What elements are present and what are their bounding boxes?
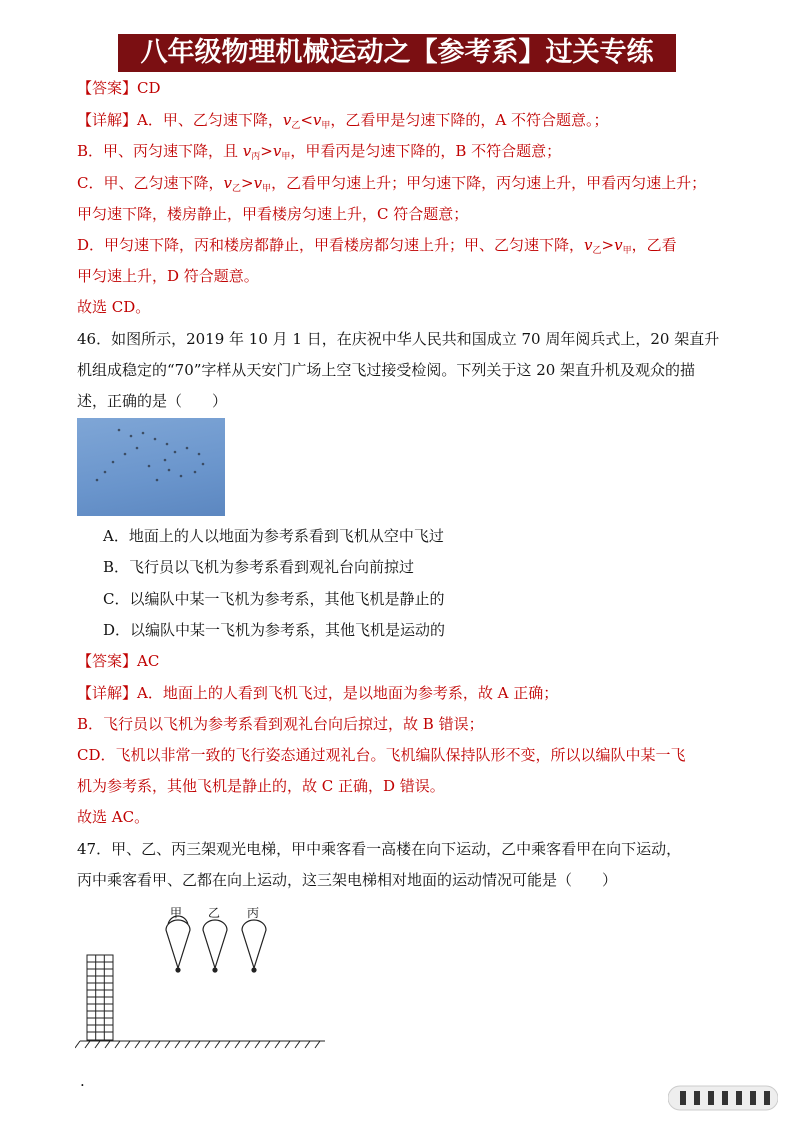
trailing-mark: . (80, 1072, 85, 1090)
q46-detail-b: B．飞行员以飞机为参考系看到观礼台向后掠过，故 B 错误； (77, 715, 484, 733)
q45-detail-c1: C．甲、乙匀速下降，$v_乙>v_甲$，乙看甲匀速上升；甲匀速下降，丙匀速上升，甲看丙匀速上升； (77, 174, 707, 194)
elevator-label-bing: 丙 (247, 906, 260, 920)
helicopter-formation-photo (77, 418, 225, 516)
q47-stem-line-2: 丙中乘客看甲、乙都在向上运动，这三架电梯相对地面的运动情况可能是（ ） (77, 871, 618, 889)
q46-detail-a: 【详解】A．地面上的人看到飞机飞过，是以地面为参考系，故 A 正确； (77, 684, 559, 702)
q46-stem-line-3: 述，正确的是（ ） (77, 392, 228, 410)
elevator-label-jia: 甲 (170, 906, 183, 920)
q46-option-d: D．以编队中某一飞机为参考系，其他飞机是运动的 (103, 621, 446, 639)
q46-stem-line-1: 46．如图所示，2019 年 10 月 1 日，在庆祝中华人民共和国成立 70 周年阅兵式上，20 架直升 (77, 330, 720, 348)
page-title: 八年级物理机械运动之【参考系】过关专练 (118, 34, 676, 72)
q46-answer: 【答案】AC (77, 652, 160, 670)
elevator-jia-icon (166, 916, 190, 972)
q46-conclusion: 故选 AC。 (77, 808, 150, 826)
q46-detail-cd-2: 机为参考系，其他飞机是静止的，故 C 正确，D 错误。 (77, 777, 445, 795)
q45-detail-d1: D．甲匀速下降，丙和楼房都静止，甲看楼房都匀速上升；甲、乙匀速下降，$v_乙>v_甲$，乙看 (77, 236, 677, 256)
elevator-diagram (75, 900, 335, 1060)
ground-icon (75, 1041, 325, 1048)
helicopter-icons (77, 418, 225, 516)
q46-option-b: B．飞行员以飞机为参考系看到观礼台向前掠过 (103, 558, 415, 576)
elevator-label-yi: 乙 (208, 906, 221, 920)
q45-answer: 【答案】CD (77, 79, 161, 97)
watermark-logo-icon (668, 1084, 778, 1112)
q46-stem-line-2: 机组成稳定的“70”字样从天安门广场上空飞过接受检阅。下列关于这 20 架直升机及观众的描 (77, 361, 696, 379)
building-icon (87, 955, 113, 1040)
q46-detail-cd-1: CD．飞机以非常一致的飞行姿态通过观礼台。飞机编队保持队形不变，所以以编队中某一飞 (77, 746, 686, 764)
q45-detail-c2: 甲匀速下降，楼房静止，甲看楼房匀速上升，C 符合题意； (77, 205, 469, 223)
q45-detail-b: B．甲、丙匀速下降，且 $v_丙>v_甲$，甲看丙是匀速下降的，B 不符合题意； (77, 142, 562, 162)
q47-stem-line-1: 47．甲、乙、丙三架观光电梯，甲中乘客看一高楼在向下运动，乙中乘客看甲在向下运动， (77, 840, 682, 858)
elevator-yi-icon (203, 920, 227, 972)
q46-option-a: A．地面上的人以地面为参考系看到飞机从空中飞过 (103, 527, 444, 545)
elevator-bing-icon (242, 920, 266, 972)
q45-detail-a: 【详解】A．甲、乙匀速下降，$v_乙<v_甲$，乙看甲是匀速下降的，A 不符合题意。； (77, 111, 609, 131)
q45-detail-d2: 甲匀速上升，D 符合题意。 (77, 267, 259, 285)
q45-conclusion: 故选 CD。 (77, 298, 151, 316)
q46-option-c: C．以编队中某一飞机为参考系，其他飞机是静止的 (103, 590, 445, 608)
